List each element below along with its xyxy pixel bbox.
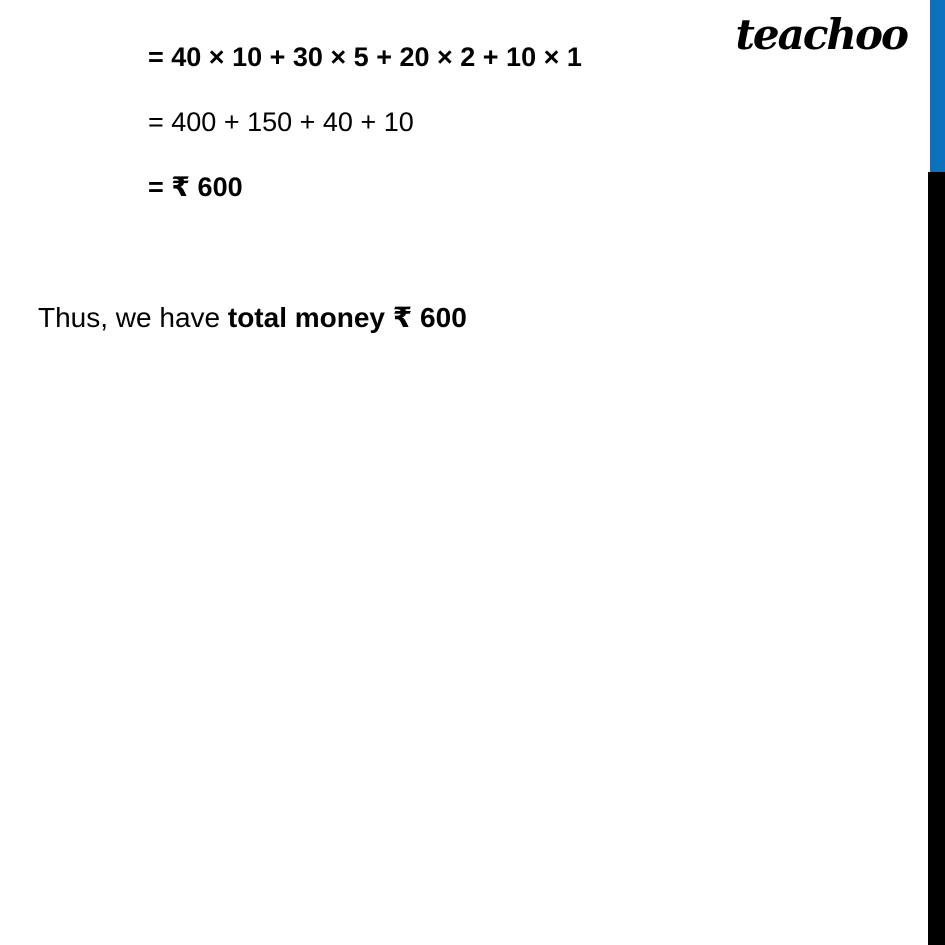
equation-line-1: = 40 × 10 + 30 × 5 + 20 × 2 + 10 × 1 <box>148 42 582 72</box>
conclusion-prefix: Thus, we have <box>38 302 228 333</box>
equation-line-2: = 400 + 150 + 40 + 10 <box>148 107 414 137</box>
equation-line-3: = ₹ 600 <box>148 172 243 202</box>
conclusion-line <box>38 304 467 332</box>
right-edge-blue-bar <box>930 0 945 172</box>
teachoo-logo: teachoo <box>735 10 907 59</box>
conclusion-total-money: total money ₹ 600 <box>227 302 467 333</box>
right-edge-black-bar <box>928 172 945 945</box>
